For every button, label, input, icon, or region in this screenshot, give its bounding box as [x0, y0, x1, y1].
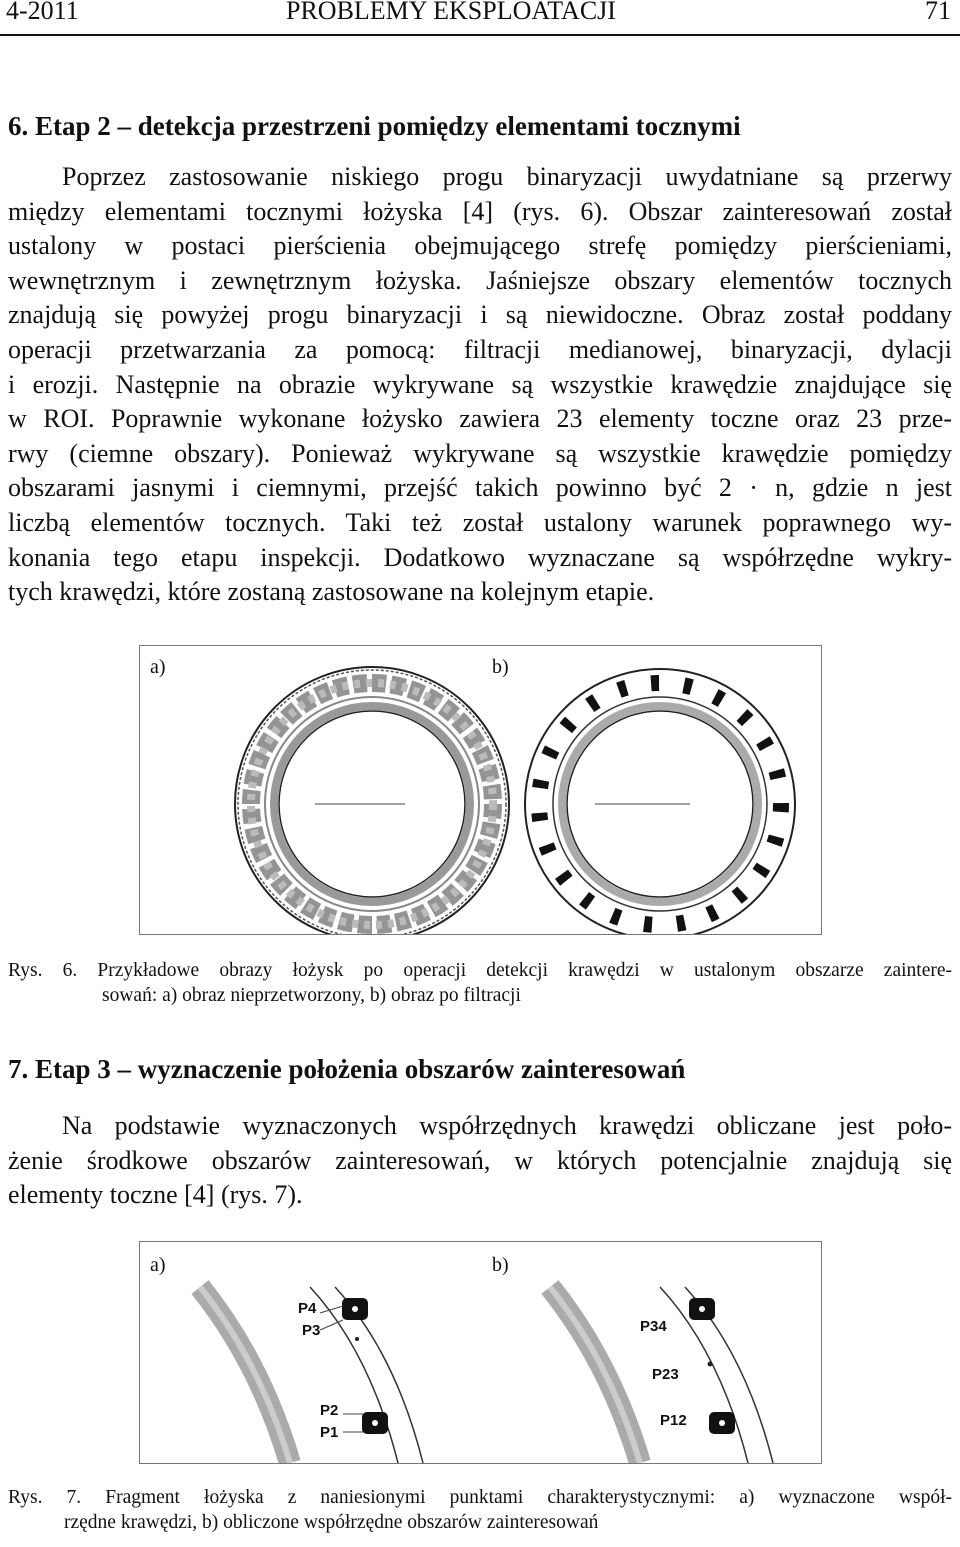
figure-6 — [139, 645, 822, 935]
paragraph-line: Poprzez zastosowanie niskiego progu binaryzacji uwydatniane są przerwy — [62, 162, 952, 191]
point-label-p23: P23 — [652, 1366, 679, 1383]
paragraph-line: i erozji. Następnie na obrazie wykrywane są wszystkie krawędzie znajdujące się — [8, 369, 952, 399]
paragraph-line: między elementami tocznymi łożyska [4] (rys. 6). Obszar zainteresowań został — [8, 196, 952, 226]
section-7-heading: 7. Etap 3 – wyznaczenie położenia obszarów zainteresowań — [8, 1054, 686, 1084]
point-label-p2: P2 — [320, 1402, 339, 1419]
paragraph-line: tych krawędzi, które zostaną zastosowane na kolejnym etapie. — [8, 577, 655, 607]
paragraph-line: żenie środkowe obszarów zainteresowań, w których potencjalnie znajdują się — [8, 1145, 952, 1175]
figure-6-label-a: a) — [150, 656, 166, 678]
caption-line: Rys. 6. Przykładowe obrazy łożysk po operacji detekcji krawędzi w ustalonym obszarze zaintere- — [8, 960, 952, 981]
figure-7 — [139, 1241, 822, 1464]
caption-line: rzędne krawędzi, b) obliczone współrzędne obszarów zainteresowań — [64, 1512, 599, 1533]
figure-6-caption — [8, 958, 952, 1008]
header-journal-title: PROBLEMY EKSPLOATACJI — [286, 0, 616, 25]
point-label-p3: P3 — [302, 1322, 321, 1339]
paragraph-line: elementy toczne [4] (rys. 7). — [8, 1180, 303, 1210]
paragraph-line: wewnętrznym i zewnętrznym łożyska. Jaśniejsze obszary elementów tocznych — [8, 265, 952, 295]
point-label-p1: P1 — [320, 1424, 339, 1441]
point-label-p4: P4 — [298, 1300, 317, 1317]
paragraph-line: Na podstawie wyznaczonych współrzędnych krawędzi obliczane jest poło- — [62, 1111, 952, 1140]
section-6-paragraph — [8, 160, 952, 610]
figure-7-caption — [8, 1485, 952, 1535]
paragraph-line: obszarami jasnymi i ciemnymi, przejść takich powinno być 2 · n, gdzie n jest — [8, 473, 952, 503]
figure-7-label-b: b) — [492, 1254, 509, 1276]
header-page-number: 71 — [925, 0, 951, 25]
bearing-image-filtered — [525, 669, 795, 934]
paragraph-line: ustalony w postaci pierścienia obejmującego strefę pomiędzy pierścieniami, — [8, 231, 952, 261]
paragraph-line: w ROI. Poprawnie wykonane łożysko zawiera 23 elementy toczne oraz 23 prze- — [8, 404, 952, 434]
paragraph-line: liczbą elementów tocznych. Taki też został ustalony warunek poprawnego wy- — [8, 507, 952, 537]
header-rule — [0, 34, 960, 36]
section-6-heading: 6. Etap 2 – detekcja przestrzeni pomiędzy elementami tocznymi — [8, 111, 741, 141]
paragraph-line: konania tego etapu inspekcji. Dodatkowo wyznaczane są współrzędne wykry- — [8, 542, 952, 572]
figure-6-label-b: b) — [492, 656, 509, 678]
bearing-image-raw — [235, 667, 509, 934]
caption-line: sowań: a) obraz nieprzetworzony, b) obraz po filtracji — [102, 985, 521, 1006]
figure-7-images — [140, 1242, 821, 1463]
header-journal-issue: 4-2011 — [6, 0, 79, 25]
paragraph-line: rwy (ciemne obszary). Ponieważ wykrywane są wszystkie krawędzie pomiędzy — [8, 438, 952, 468]
figure-6-images — [140, 646, 821, 934]
figure-7-label-a: a) — [150, 1254, 166, 1276]
paragraph-line: znajdują się powyżej progu binaryzacji i są niewidoczne. Obraz został poddany — [8, 300, 952, 330]
paragraph-line: operacji przetwarzania za pomocą: filtracji medianowej, binaryzacji, dylacji — [8, 334, 952, 364]
section-7-paragraph — [8, 1109, 952, 1213]
caption-line: Rys. 7. Fragment łożyska z naniesionymi punktami charakterystycznymi: a) wyznaczone współ- — [8, 1487, 952, 1508]
point-label-p34: P34 — [640, 1318, 667, 1335]
point-label-p12: P12 — [660, 1412, 687, 1429]
